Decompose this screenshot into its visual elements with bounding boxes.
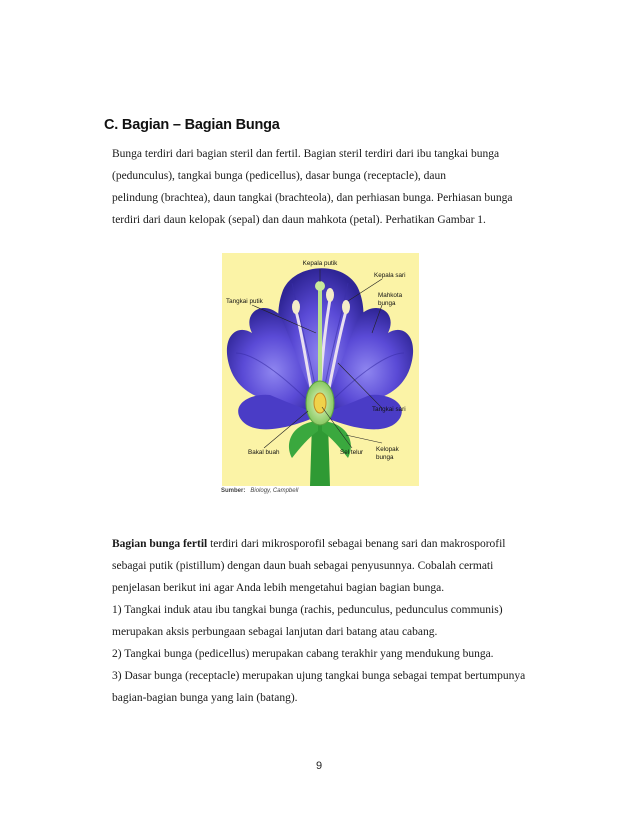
body-line: merupakan aksis perbungaan sebagai lanjutan dari batang atau cabang. xyxy=(112,626,438,638)
body-line xyxy=(112,533,525,555)
intro-line: Bunga terdiri dari bagian steril dan fertil. Bagian steril terdiri dari ibu tangkai bunga xyxy=(112,148,500,160)
label-tangkai-putik: Tangkai putik xyxy=(226,298,263,305)
label-tangkai-sari: Tangkai sari xyxy=(372,406,406,413)
body-line-rest: terdiri dari mikrosporofil sebagai benang sari dan makrosporofil xyxy=(207,538,506,550)
source-value: Biology, Campbell xyxy=(250,488,299,494)
body-line: bagian-bagian bunga yang lain (batang). xyxy=(112,692,298,704)
intro-line: terdiri dari daun kelopak (sepal) dan daun mahkota (petal). Perhatikan Gambar 1. xyxy=(112,214,486,226)
label-mahkota-line1: Mahkota xyxy=(378,292,403,299)
anther-left xyxy=(292,300,300,314)
page-number: 9 xyxy=(315,760,323,772)
label-bakal-buah: Bakal buah xyxy=(248,449,280,456)
label-kelopak-line2: bunga xyxy=(376,454,394,461)
label-kepala-sari: Kepala sari xyxy=(374,272,406,279)
fertil-term: Bagian bunga fertil xyxy=(112,538,208,550)
body-line: sebagai putik (pistillum) dengan daun buah sebagai penyusunnya. Cobalah cermati xyxy=(112,560,494,572)
stigma xyxy=(315,281,325,291)
label-kepala-putik: Kepala putik xyxy=(302,260,338,267)
anther-right xyxy=(342,300,350,314)
intro-paragraph xyxy=(112,143,512,231)
figure-source xyxy=(221,488,298,494)
body-paragraph xyxy=(112,533,525,709)
flower-diagram xyxy=(222,253,419,486)
flower-illustration xyxy=(222,253,419,486)
body-line: penjelasan berikut ini agar Anda lebih mengetahui bagian bagian bunga. xyxy=(112,582,445,594)
list-item-1: 1) Tangkai induk atau ibu tangkai bunga (rachis, pedunculus, pedunculus communis) xyxy=(112,604,503,616)
pistil-style xyxy=(318,289,322,383)
anther-center xyxy=(326,288,334,302)
list-item-2: 2) Tangkai bunga (pedicellus) merupakan cabang terakhir yang mendukung bunga. xyxy=(112,648,494,660)
list-item-3: 3) Dasar bunga (receptacle) merupakan ujung tangkai bunga sebagai tempat bertumpunya xyxy=(112,670,526,682)
label-mahkota-line2: bunga xyxy=(378,300,396,307)
label-kelopak-line1: Kelopak xyxy=(376,446,399,453)
section-heading: C. Bagian – Bagian Bunga xyxy=(104,117,280,133)
intro-line: pelindung (brachtea), daun tangkai (brachteola), dan perhiasan bunga. Perhiasan bunga xyxy=(112,192,513,204)
label-sel-telur: Sel telur xyxy=(340,449,364,456)
source-label: Sumber: xyxy=(221,488,246,494)
intro-line: (pedunculus), tangkai bunga (pedicellus), dasar bunga (receptacle), daun xyxy=(112,170,446,182)
